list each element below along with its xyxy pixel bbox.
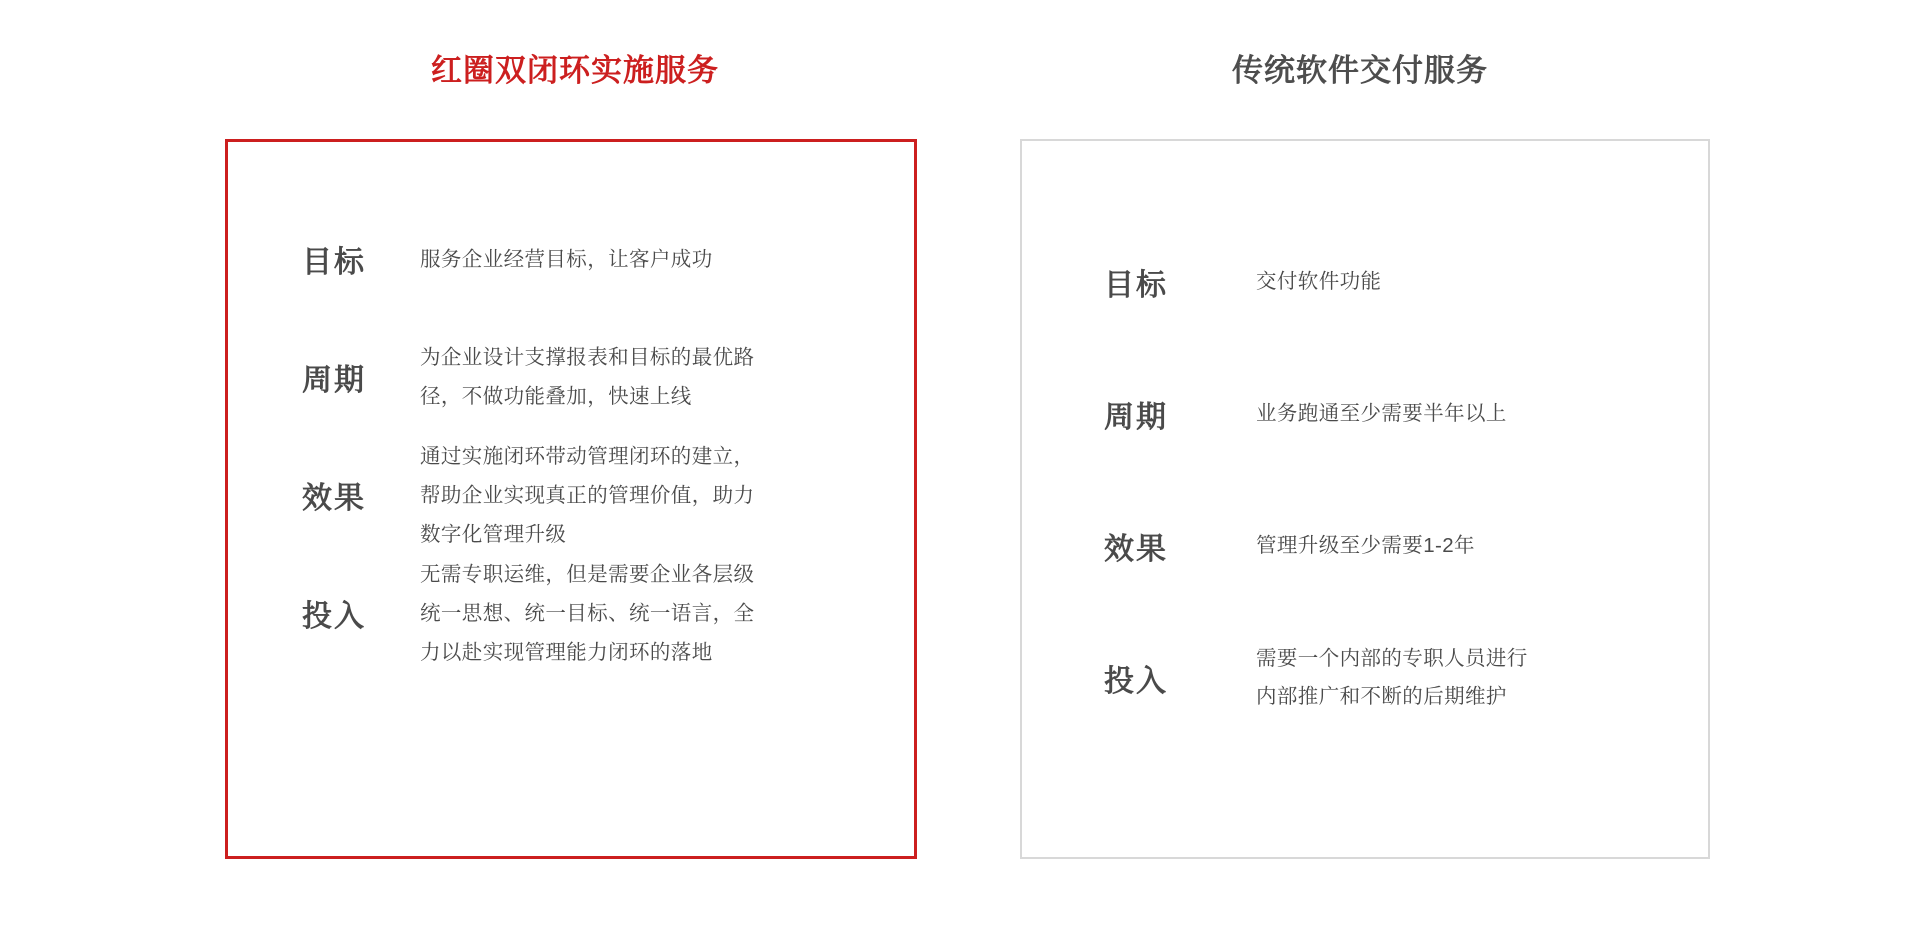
row-text-investment	[420, 555, 914, 672]
row-text-line: 统一思想、统一目标、统一语言，全	[420, 601, 755, 625]
row-text-line: 需要一个内部的专职人员进行	[1256, 647, 1528, 670]
row-label-effect: 效果	[302, 482, 366, 515]
row-text-goal	[420, 240, 914, 279]
row-label-investment: 投入	[302, 600, 366, 633]
row-text-investment	[1256, 640, 1708, 716]
row-label-goal: 目标	[1104, 269, 1168, 302]
row-text-line: 数字化管理升级	[420, 522, 567, 546]
row-list-hongquan	[228, 142, 914, 672]
row-label-investment: 投入	[1104, 665, 1168, 698]
table-row	[228, 200, 914, 318]
panel-hongquan	[225, 139, 917, 859]
row-text-line: 内部推广和不断的后期维护	[1256, 685, 1507, 708]
table-row	[228, 318, 914, 436]
table-row	[1022, 216, 1708, 348]
column-title-hongquan: 红圈双闭环实施服务	[431, 53, 719, 88]
row-text-line: 帮助企业实现真正的管理价值，助力	[420, 483, 755, 507]
row-text-line: 力以赴实现管理能力闭环的落地	[420, 640, 713, 664]
row-label-cycle: 周期	[302, 364, 366, 397]
row-text-line: 业务跑通至少需要半年以上	[1256, 402, 1507, 425]
row-text-effect	[1256, 527, 1708, 565]
column-traditional	[1010, 0, 1710, 708]
row-text-cycle	[1256, 395, 1708, 433]
row-text-line: 通过实施闭环带动管理闭环的建立，	[420, 444, 755, 468]
row-text-line: 服务企业经营目标，让客户成功	[420, 247, 713, 271]
row-text-line: 交付软件功能	[1256, 270, 1382, 293]
table-row	[228, 436, 914, 554]
row-label-goal: 目标	[302, 246, 366, 279]
row-text-line: 为企业设计支撑报表和目标的最优路	[420, 346, 755, 369]
row-text-line: 管理升级至少需要1-2年	[1256, 534, 1475, 557]
table-row	[1022, 348, 1708, 480]
column-hongquan	[225, 0, 925, 664]
row-text-effect	[420, 437, 914, 554]
row-text-cycle	[420, 338, 914, 416]
row-label-effect: 效果	[1104, 533, 1168, 566]
row-label-cycle: 周期	[1104, 401, 1168, 434]
row-list-traditional	[1022, 141, 1708, 744]
row-text-goal	[1256, 263, 1708, 301]
row-text-line: 无需专职运维，但是需要企业各层级	[420, 562, 755, 586]
column-title-traditional: 传统软件交付服务	[1232, 53, 1488, 88]
table-row	[228, 554, 914, 672]
panel-traditional	[1020, 139, 1710, 859]
row-text-line: 径，不做功能叠加，快速上线	[420, 385, 692, 408]
table-row	[1022, 612, 1708, 744]
table-row	[1022, 480, 1708, 612]
